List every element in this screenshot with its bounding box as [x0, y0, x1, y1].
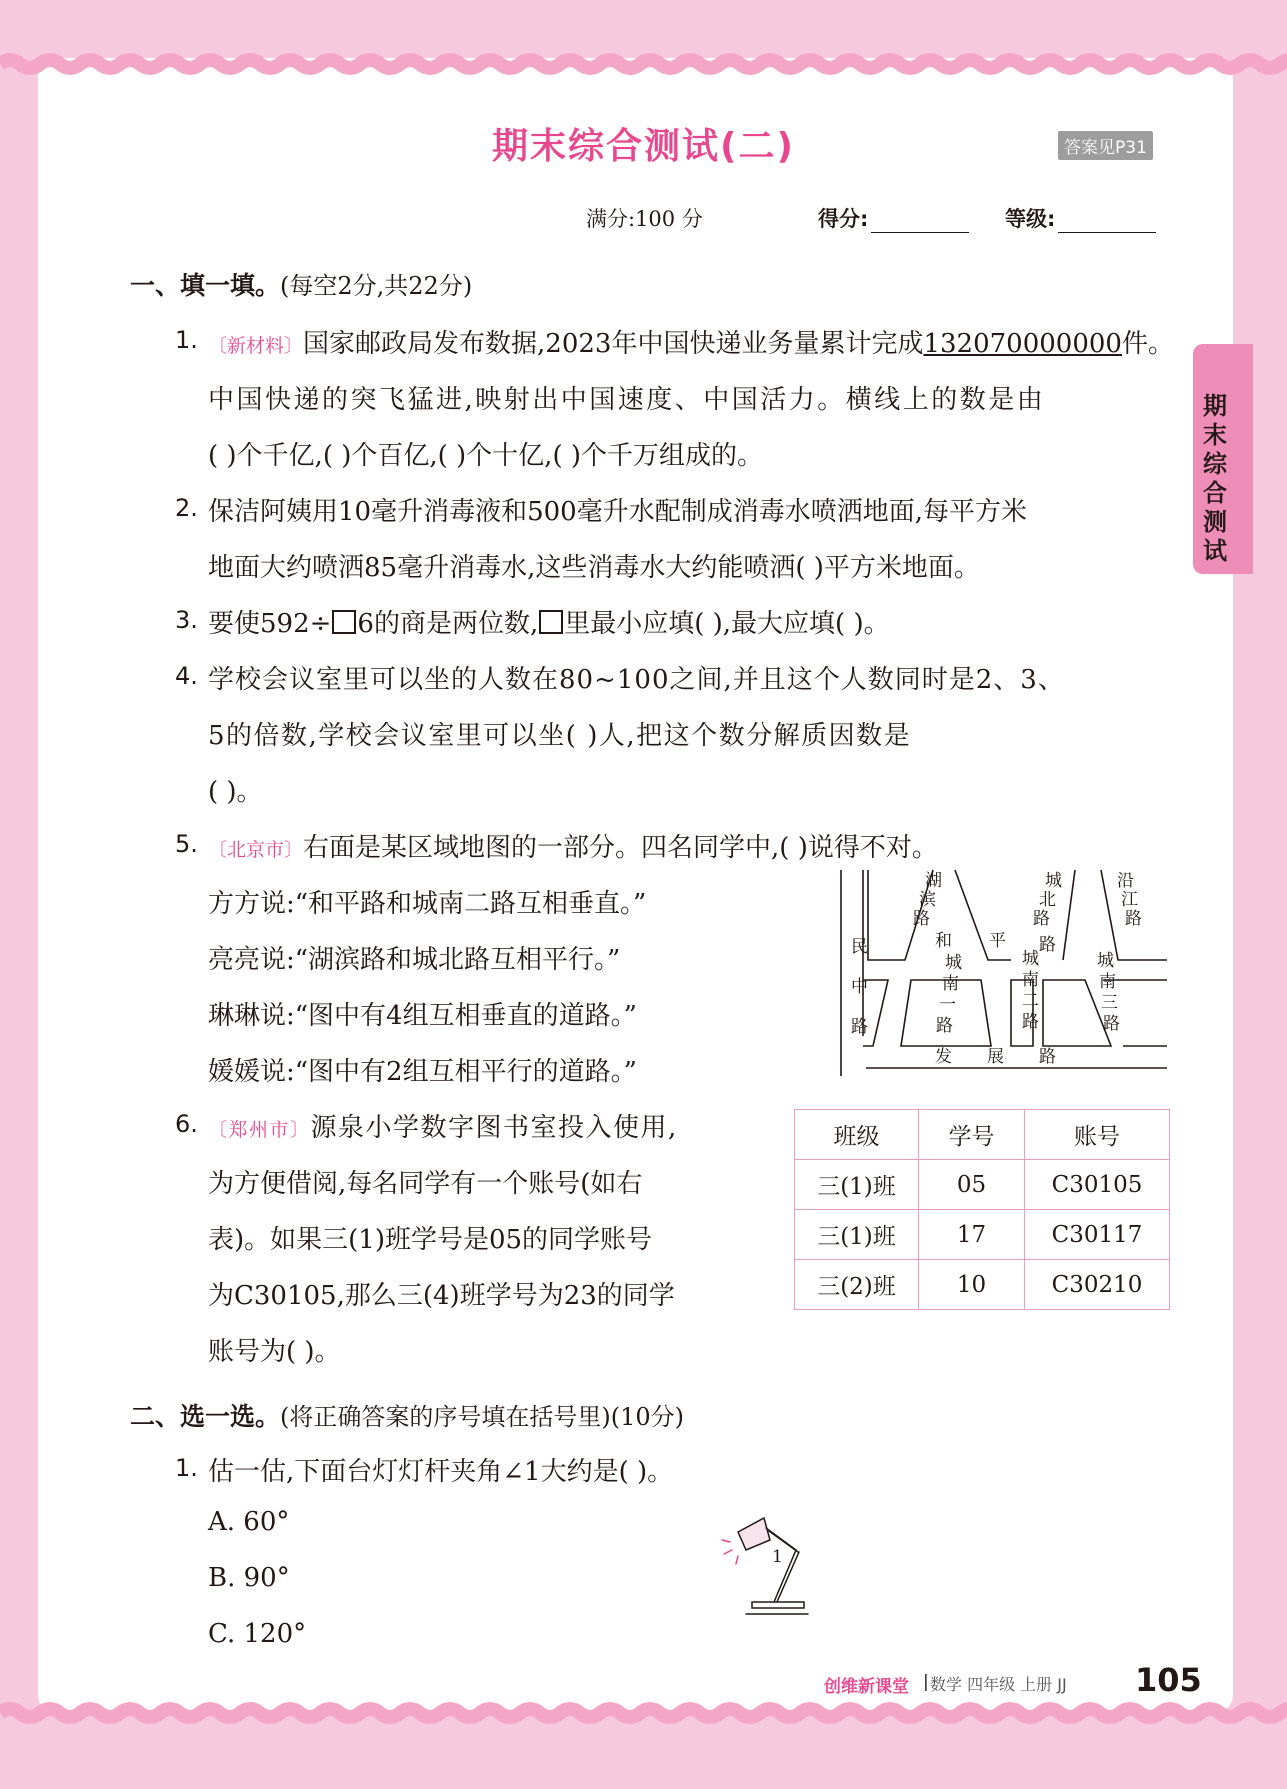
q4-line-1: 学校会议室里可以坐的人数在80~100之间,并且这个人数同时是2、3、 — [208, 665, 1065, 695]
map-label-yanjiang: 沿江路 — [1117, 871, 1142, 929]
table-cell: C30105 — [1025, 1160, 1170, 1210]
s2-q1-text[interactable]: 估一估,下面台灯灯杆夹角∠1大约是( )。 — [208, 1457, 674, 1487]
q2-line-1: 保洁阿姨用10毫升消毒液和500毫升水配制成消毒水喷洒地面,每平方米 — [208, 497, 1027, 527]
table-cell: 三(1)班 — [795, 1210, 919, 1260]
q2-number: 2. — [175, 494, 198, 522]
q5-text: 右面是某区域地图的一部分。四名同学中,( )说得不对。 — [303, 833, 938, 863]
score-label: 得分: — [818, 207, 869, 231]
grade-blank[interactable] — [1058, 210, 1156, 233]
q3-box-1 — [332, 610, 356, 634]
footer-separator: | — [923, 1672, 929, 1692]
map-label-chengnan3: 城南三路 — [1097, 951, 1120, 1034]
table-header: 学号 — [919, 1110, 1025, 1160]
q4-line-3[interactable]: ( )。 — [208, 777, 263, 807]
section-1-note: (每空2分,共22分) — [280, 272, 473, 300]
q3-box-2 — [539, 610, 563, 634]
map-label-hubin: 湖滨路 — [913, 871, 942, 929]
q5-statement-4: 媛媛说:“图中有2组互相平行的道路。” — [208, 1057, 637, 1087]
q5-line-1[interactable] — [208, 827, 938, 864]
account-table — [794, 1109, 1170, 1310]
s2-q1-number: 1. — [175, 1454, 198, 1482]
q1-tag: 〔新材料〕 — [208, 335, 304, 357]
map-label-minzhong: 民中路 — [851, 937, 868, 1037]
score-blank[interactable] — [871, 210, 969, 233]
map-label-chengnan1: 城南一路 — [936, 953, 962, 1036]
option-a[interactable]: A. 60° — [208, 1507, 290, 1537]
map-road-line — [1063, 870, 1075, 960]
side-tab — [1193, 344, 1253, 574]
map-label-fazhan-lu: 路 — [1039, 1047, 1056, 1067]
angle-1-label: 1 — [772, 1547, 783, 1567]
light-ray — [724, 1550, 732, 1554]
answer-reference-badge: 答案见P31 — [1058, 131, 1153, 160]
q5-statement-2: 亮亮说:“湖滨路和城北路互相平行。” — [208, 945, 621, 975]
table-cell: C30210 — [1025, 1260, 1170, 1310]
section-2-title: 二、选一选。 — [130, 1402, 281, 1431]
q1-line-2: 中国快递的突飞猛进,映射出中国速度、中国活力。横线上的数是由 — [208, 385, 1046, 415]
map-label-zhan: 展 — [987, 1047, 1004, 1067]
q1-text-a: 国家邮政局发布数据,2023年中国快递业务量累计完成 — [303, 329, 924, 359]
wavy-border-top — [0, 44, 1287, 84]
table-cell: 17 — [919, 1210, 1025, 1260]
footer-info: 数学 四年级 上册 JJ — [930, 1675, 1067, 1694]
lamp-shade — [738, 1518, 770, 1550]
q5-statement-1: 方方说:“和平路和城南二路互相垂直。” — [208, 889, 647, 919]
table-header: 班级 — [795, 1110, 919, 1160]
wavy-border-bottom — [0, 1693, 1287, 1733]
table-header: 账号 — [1025, 1110, 1170, 1160]
side-tab-text: 期 末 综 合 测 试 — [1203, 392, 1227, 565]
q3-number: 3. — [175, 606, 198, 634]
q6-text-1: 源泉小学数字图书室投入使用, — [310, 1113, 678, 1143]
grade-label: 等级: — [1005, 207, 1056, 231]
q5-number: 5. — [175, 830, 198, 858]
table-cell: 三(2)班 — [795, 1260, 919, 1310]
q1-line-3[interactable]: ( )个千亿,( )个百亿,( )个十亿,( )个千万组成的。 — [208, 441, 764, 471]
q6-line-4: 为C30105,那么三(4)班学号为23的同学 — [208, 1281, 675, 1311]
table-header-row — [795, 1110, 1170, 1160]
table-row — [795, 1210, 1170, 1260]
light-ray — [736, 1556, 738, 1564]
map-label-ping: 平 — [989, 931, 1006, 951]
footer-brand: 创维新课堂 — [824, 1677, 909, 1697]
page-number: 105 — [1135, 1661, 1202, 1699]
table-row — [795, 1160, 1170, 1210]
table-cell: 05 — [919, 1160, 1025, 1210]
q3-text-c: 里最小应填( ),最大应填( )。 — [564, 609, 890, 639]
map-label-he: 和 — [935, 931, 952, 951]
q3-text-b: 6的商是两位数, — [357, 609, 539, 639]
map-label-lu: 路 — [1039, 935, 1056, 955]
section-1-heading — [130, 266, 472, 302]
full-score: 满分:100 分 — [586, 207, 703, 231]
option-b[interactable]: B. 90° — [208, 1563, 290, 1593]
q6-line-2: 为方便借阅,每名同学有一个账号(如右 — [208, 1169, 643, 1199]
q2-line-2[interactable]: 地面大约喷洒85毫升消毒水,这些消毒水大约能喷洒( )平方米地面。 — [208, 553, 980, 583]
section-1-title: 一、填一填。 — [130, 271, 281, 300]
q4-number: 4. — [175, 662, 198, 690]
map-label-chengnan2: 城南二路 — [1022, 949, 1039, 1032]
q4-line-2[interactable]: 5的倍数,学校会议室里可以坐( )人,把这个数分解质因数是 — [208, 721, 912, 751]
q1-text-b: 件。 — [1121, 329, 1174, 359]
table-cell: 三(1)班 — [795, 1160, 919, 1210]
section-2-heading — [130, 1397, 684, 1433]
q5-tag: 〔北京市〕 — [208, 839, 304, 861]
map-label-chengbei: 城北路 — [1033, 871, 1062, 929]
q6-line-1 — [208, 1107, 678, 1144]
q1-underlined-number: 132070000000 — [923, 329, 1122, 359]
q6-line-5[interactable]: 账号为( )。 — [208, 1337, 341, 1367]
q6-tag: 〔郑州市〕 — [208, 1119, 311, 1141]
q3-text-a: 要使592÷ — [208, 609, 332, 639]
table-cell: C30117 — [1025, 1210, 1170, 1260]
lamp-base — [752, 1602, 804, 1608]
map-label-fa: 发 — [935, 1047, 952, 1067]
page-title: 期末综合测试(二) — [492, 126, 795, 167]
score-field[interactable] — [818, 203, 969, 233]
grade-field[interactable] — [1005, 203, 1156, 233]
q1-number: 1. — [175, 326, 198, 354]
q6-line-3: 表)。如果三(1)班学号是05的同学账号 — [208, 1225, 653, 1255]
light-ray — [722, 1540, 730, 1542]
option-c[interactable]: C. 120° — [208, 1619, 307, 1649]
section-2-note: (将正确答案的序号填在括号里)(10分) — [280, 1403, 685, 1431]
table-row — [795, 1260, 1170, 1310]
desk-lamp-figure — [716, 1510, 816, 1622]
table-cell: 10 — [919, 1260, 1025, 1310]
road-map-figure — [833, 868, 1173, 1078]
q3-line-1[interactable] — [208, 603, 890, 640]
q5-statement-3: 琳琳说:“图中有4组互相垂直的道路。” — [208, 1001, 637, 1031]
q1-line-1 — [208, 323, 1174, 360]
q6-number: 6. — [175, 1110, 198, 1138]
